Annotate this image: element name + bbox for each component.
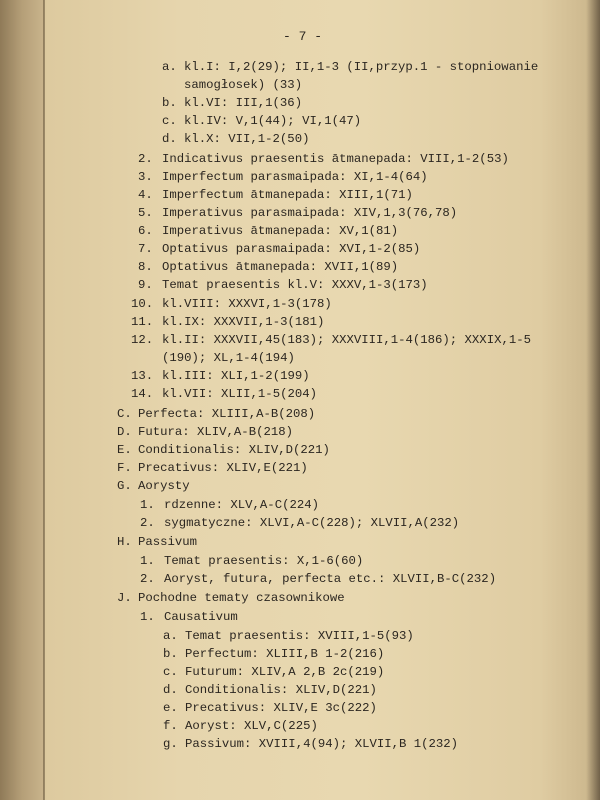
list-item: [140, 570, 496, 588]
item-text: Pochodne tematy czasownikowe: [138, 591, 345, 605]
list-item: [162, 58, 538, 76]
item-text: Perfecta: XLIII,A-B(208): [138, 407, 316, 421]
list-item: [163, 663, 384, 681]
item-text: Futura: XLIV,A-B(218): [138, 425, 293, 439]
list-item: [117, 441, 330, 459]
item-text: rdzenne: XLV,A-C(224): [164, 498, 319, 512]
list-item: [162, 94, 302, 112]
item-label: J.: [117, 591, 132, 605]
item-text: Passivum: XVIII,4(94); XLVII,B 1(232): [185, 737, 459, 751]
item-text: Precativus: XLIV,E(221): [138, 461, 308, 475]
item-label: C.: [117, 407, 132, 421]
item-text: kl.VII: XLII,1-5(204): [162, 387, 317, 401]
item-text: Imperativus ātmanepada: XV,1(81): [162, 224, 399, 238]
list-item: [138, 258, 398, 276]
item-label: c.: [163, 665, 178, 679]
page-edge: [43, 0, 45, 800]
list-item: [131, 385, 317, 403]
item-text: kl.IX: XXXVII,1-3(181): [162, 315, 325, 329]
item-text: Futurum: XLIV,A 2,B 2c(219): [185, 665, 385, 679]
list-item: [138, 204, 457, 222]
item-label: 9.: [138, 278, 153, 292]
list-item: [162, 112, 361, 130]
item-text: kl.I: I,2(29); II,1-3 (II,przyp.1 - stopniowanie: [184, 60, 539, 74]
item-text: Imperfectum parasmaipada: XI,1-4(64): [162, 170, 428, 184]
item-label: 6.: [138, 224, 153, 238]
list-item: [131, 367, 310, 385]
item-label: f.: [163, 719, 178, 733]
item-text: Perfectum: XLIII,B 1-2(216): [185, 647, 385, 661]
item-label: 2.: [138, 152, 153, 166]
item-label: 12.: [131, 333, 154, 347]
list-item: [117, 405, 315, 423]
item-label: 11.: [131, 315, 154, 329]
item-label: G.: [117, 479, 132, 493]
item-text: samogłosek) (33): [184, 78, 303, 92]
list-item: [162, 130, 309, 148]
item-label: d.: [163, 683, 178, 697]
item-text: kl.VIII: XXXVI,1-3(178): [162, 297, 332, 311]
item-text: Optativus parasmaipada: XVI,1-2(85): [162, 242, 421, 256]
item-label: d.: [162, 132, 177, 146]
item-text: kl.II: XXXVII,45(183); XXXVIII,1-4(186); XXXIX,1-5: [162, 333, 531, 347]
item-text: Aoryst: XLV,C(225): [185, 719, 318, 733]
item-label: 1.: [140, 610, 155, 624]
item-label: 13.: [131, 369, 154, 383]
item-label: b.: [163, 647, 178, 661]
list-item: [138, 276, 428, 294]
list-item: [163, 735, 458, 753]
item-text: Aorysty: [138, 479, 190, 493]
list-item: [117, 423, 293, 441]
list-item: [131, 295, 332, 313]
list-item: [131, 313, 324, 331]
item-label: 14.: [131, 387, 154, 401]
item-text: Temat praesentis: XVIII,1-5(93): [185, 629, 414, 643]
item-label: 10.: [131, 297, 154, 311]
item-text: Passivum: [138, 535, 198, 549]
list-item: [162, 349, 295, 367]
item-label: 7.: [138, 242, 153, 256]
page-shadow: [586, 0, 600, 800]
item-label: b.: [162, 96, 177, 110]
item-text: Precativus: XLIV,E 3c(222): [185, 701, 377, 715]
item-label: F.: [117, 461, 132, 475]
item-label: e.: [163, 701, 178, 715]
item-text: Temat praesentis kl.V: XXXV,1-3(173): [162, 278, 428, 292]
item-label: 8.: [138, 260, 153, 274]
list-item: [184, 76, 302, 94]
page-number: - 7 -: [283, 29, 323, 44]
item-label: 4.: [138, 188, 153, 202]
binding-strip: [0, 0, 44, 800]
item-text: Imperativus parasmaipada: XIV,1,3(76,78): [162, 206, 458, 220]
list-item: [163, 699, 377, 717]
list-item: [140, 552, 363, 570]
list-item: [117, 533, 197, 551]
list-item: [138, 168, 428, 186]
item-label: a.: [163, 629, 178, 643]
item-label: 2.: [140, 516, 155, 530]
item-text: Indicativus praesentis ātmanepada: VIII,1-2(53): [162, 152, 509, 166]
item-label: 5.: [138, 206, 153, 220]
item-text: kl.VI: III,1(36): [184, 96, 303, 110]
item-text: (190); XL,1-4(194): [162, 351, 295, 365]
list-item: [117, 589, 345, 607]
item-text: Temat praesentis: X,1-6(60): [164, 554, 364, 568]
list-item: [131, 331, 531, 349]
list-item: [140, 608, 238, 626]
list-item: [140, 496, 319, 514]
item-label: E.: [117, 443, 132, 457]
item-text: kl.X: VII,1-2(50): [184, 132, 310, 146]
item-label: D.: [117, 425, 132, 439]
list-item: [163, 645, 384, 663]
list-item: [163, 717, 318, 735]
list-item: [138, 186, 413, 204]
list-item: [140, 514, 459, 532]
list-item: [138, 222, 398, 240]
item-label: 1.: [140, 554, 155, 568]
item-text: Imperfectum ātmanepada: XIII,1(71): [162, 188, 413, 202]
list-item: [138, 150, 509, 168]
item-text: Optativus ātmanepada: XVII,1(89): [162, 260, 399, 274]
list-item: [163, 681, 377, 699]
item-label: 2.: [140, 572, 155, 586]
item-label: g.: [163, 737, 178, 751]
item-text: Aoryst, futura, perfecta etc.: XLVII,B-C(232): [164, 572, 497, 586]
list-item: [117, 459, 308, 477]
item-text: Causativum: [164, 610, 238, 624]
item-text: Conditionalis: XLIV,D(221): [185, 683, 377, 697]
item-text: kl.III: XLI,1-2(199): [162, 369, 310, 383]
list-item: [117, 477, 190, 495]
list-item: [163, 627, 414, 645]
item-label: 1.: [140, 498, 155, 512]
item-label: c.: [162, 114, 177, 128]
item-label: H.: [117, 535, 132, 549]
item-text: kl.IV: V,1(44); VI,1(47): [184, 114, 362, 128]
item-label: a.: [162, 60, 177, 74]
item-text: Conditionalis: XLIV,D(221): [138, 443, 330, 457]
item-text: sygmatyczne: XLVI,A-C(228); XLVII,A(232): [164, 516, 460, 530]
list-item: [138, 240, 420, 258]
item-label: 3.: [138, 170, 153, 184]
